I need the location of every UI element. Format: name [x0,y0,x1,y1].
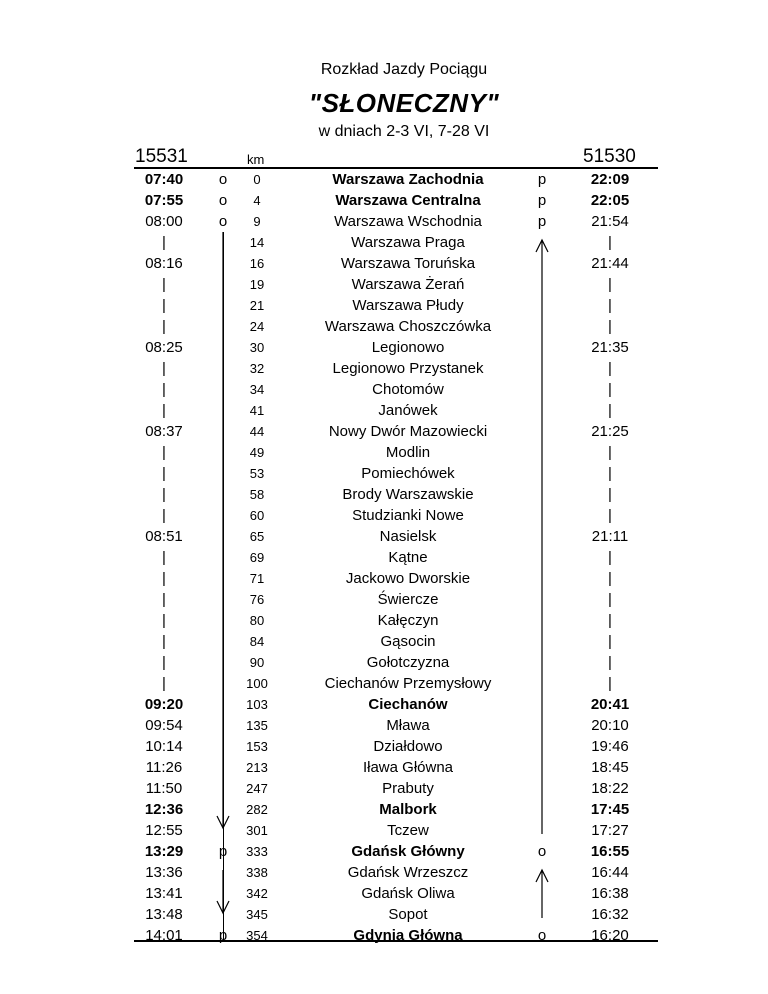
station-name: Studzianki Nowe [352,507,464,524]
train-name: "SŁONECZNY" [308,88,500,118]
km-value: 41 [249,403,265,418]
departure-time-right: | [608,549,612,566]
station-name: Warszawa Płudy [352,297,464,314]
km-value: 32 [249,361,265,376]
stop-mark-right: o [537,843,547,860]
departure-time-left: 09:20 [144,696,184,713]
departure-time-right: | [608,297,612,314]
departure-time-right: 21:44 [591,255,629,272]
km-value: 84 [249,634,265,649]
departure-time-left: 11:50 [145,780,183,797]
arrow-down-icon [217,232,229,828]
station-name: Gdańsk Główny [351,843,465,860]
service-dates: w dniach 2-3 VI, 7-28 VI [318,123,490,140]
station-name: Świercze [377,591,439,608]
departure-time-left: 12:36 [144,801,184,818]
train-number-right: 51530 [583,146,636,167]
departure-time-left: 14:01 [145,927,183,944]
departure-time-right: | [608,402,612,419]
departure-time-right: | [608,591,612,608]
stop-mark-right: p [537,192,547,209]
departure-time-right: | [608,234,612,251]
departure-time-left: 09:54 [145,717,183,734]
departure-time-right: 21:54 [591,213,629,230]
km-value: 49 [249,445,265,460]
departure-time-left: | [162,654,166,671]
station-name: Sopot [388,906,428,923]
km-value: 90 [249,655,265,670]
departure-time-left: | [162,570,166,587]
departure-time-left: 13:36 [145,864,183,881]
km-value: 103 [246,697,268,712]
station-name: Malbork [379,801,437,818]
station-name: Prabuty [382,780,434,797]
departure-time-right: 16:38 [591,885,629,902]
station-name: Gdańsk Oliwa [361,885,455,902]
stop-mark-left: p [218,927,228,944]
departure-time-right: 21:25 [591,423,629,440]
departure-time-right: 16:32 [591,906,629,923]
station-name: Warszawa Choszczówka [324,318,492,335]
departure-time-right: 17:45 [590,801,630,818]
departure-time-right: | [608,570,612,587]
station-name: Warszawa Toruńska [340,255,476,272]
km-value: 14 [249,235,265,250]
km-value: 80 [249,613,265,628]
departure-time-left: 08:25 [145,339,183,356]
station-name: Nowy Dwór Mazowiecki [328,423,488,440]
km-value: 135 [246,718,268,733]
departure-time-left: | [162,444,166,461]
station-name: Gdańsk Wrzeszcz [347,864,469,881]
departure-time-right: 20:10 [591,717,629,734]
departure-time-right: | [608,465,612,482]
km-value: 65 [249,529,265,544]
departure-time-right: 22:09 [590,171,630,188]
departure-time-right: 16:44 [591,864,629,881]
station-name: Ciechanów [368,696,448,713]
arrow-up-icon [536,240,548,834]
km-value: 58 [249,487,265,502]
departure-time-right: 21:11 [591,528,629,545]
station-name: Warszawa Praga [351,234,465,251]
km-value: 342 [246,886,268,901]
departure-time-left: 08:16 [145,255,183,272]
station-name: Chotomów [372,381,444,398]
station-name: Nasielsk [379,528,437,545]
departure-time-right: | [608,633,612,650]
station-name: Mława [386,717,430,734]
stop-mark-right: p [537,171,547,188]
km-value: 30 [249,340,265,355]
station-name: Warszawa Zachodnia [332,171,484,188]
arrow-down-icon [217,870,229,913]
station-name: Kałęczyn [377,612,439,629]
km-value: 16 [249,256,265,271]
station-name: Gołotczyzna [366,654,450,671]
station-name: Janówek [378,402,438,419]
km-value: 301 [246,823,268,838]
station-name: Ciechanów Przemysłowy [324,675,492,692]
km-value: 69 [249,550,265,565]
departure-time-right: 18:45 [591,759,629,776]
departure-time-right: | [608,381,612,398]
station-name: Kątne [388,549,428,566]
departure-time-left: 11:26 [145,759,183,776]
km-value: 333 [246,844,268,859]
departure-time-right: | [608,360,612,377]
stop-mark-left: o [218,171,228,188]
station-name: Legionowo Przystanek [332,360,484,377]
departure-time-right: | [608,486,612,503]
departure-time-right: 19:46 [591,738,629,755]
departure-time-left: | [162,591,166,608]
departure-time-left: | [162,633,166,650]
departure-time-left: 13:29 [144,843,184,860]
station-name: Pomiechówek [361,465,455,482]
departure-time-left: 10:14 [145,738,183,755]
km-value: 76 [249,592,265,607]
stop-mark-left: o [218,192,228,209]
km-value: 71 [249,571,265,586]
stop-mark-right: p [537,213,547,230]
station-name: Tczew [387,822,429,839]
station-name: Warszawa Żerań [351,276,465,293]
train-number-left: 15531 [135,146,188,167]
km-value: 9 [253,214,261,229]
station-name: Działdowo [373,738,443,755]
station-name: Gdynia Główna [353,927,463,944]
stop-mark-left: o [218,213,228,230]
departure-time-left: 07:40 [144,171,184,188]
km-value: 34 [249,382,265,397]
departure-time-left: | [162,234,166,251]
departure-time-left: | [162,318,166,335]
departure-time-left: | [162,549,166,566]
departure-time-left: | [162,486,166,503]
station-name: Legionowo [371,339,445,356]
km-value: 153 [246,739,268,754]
station-name: Modlin [385,444,431,461]
departure-time-left: | [162,612,166,629]
km-value: 345 [246,907,268,922]
departure-time-right: | [608,612,612,629]
departure-time-left: 08:00 [145,213,183,230]
departure-time-right: 22:05 [590,192,630,209]
departure-time-right: | [608,654,612,671]
km-value: 247 [246,781,268,796]
km-value: 21 [249,298,265,313]
km-value: 338 [246,865,268,880]
stop-mark-right: o [537,927,547,944]
departure-time-right: | [608,675,612,692]
departure-time-right: | [608,444,612,461]
departure-time-left: 08:51 [145,528,183,545]
km-value: 354 [246,928,268,943]
km-column-header: km [247,152,265,167]
departure-time-left: 13:41 [145,885,183,902]
station-name: Warszawa Centralna [335,192,481,209]
departure-time-left: 13:48 [145,906,183,923]
departure-time-left: | [162,402,166,419]
departure-time-left: | [162,507,166,524]
departure-time-left: | [162,297,166,314]
departure-time-right: 16:20 [591,927,629,944]
station-name: Gąsocin [380,633,436,650]
km-value: 0 [253,172,261,187]
km-value: 19 [249,277,265,292]
departure-time-right: 21:35 [591,339,629,356]
station-name: Warszawa Wschodnia [334,213,482,230]
km-value: 282 [246,802,268,817]
timetable-title: Rozkład Jazdy Pociągu [320,61,488,78]
departure-time-right: 18:22 [591,780,629,797]
departure-time-right: | [608,276,612,293]
arrow-up-icon [536,870,548,918]
departure-time-left: | [162,360,166,377]
departure-time-left: 12:55 [145,822,183,839]
km-value: 213 [246,760,268,775]
station-name: Jackowo Dworskie [345,570,471,587]
departure-time-left: | [162,381,166,398]
station-name: Iława Główna [362,759,454,776]
station-name: Brody Warszawskie [342,486,474,503]
departure-time-left: | [162,675,166,692]
departure-time-right: 20:41 [590,696,630,713]
km-value: 60 [249,508,265,523]
departure-time-right: 17:27 [591,822,629,839]
departure-time-right: | [608,318,612,335]
km-value: 53 [249,466,265,481]
km-value: 100 [246,676,268,691]
departure-time-left: 08:37 [145,423,183,440]
km-value: 24 [249,319,265,334]
departure-time-right: | [608,507,612,524]
km-value: 4 [253,193,261,208]
km-value: 44 [249,424,265,439]
departure-time-left: | [162,276,166,293]
departure-time-right: 16:55 [590,843,630,860]
departure-time-left: 07:55 [144,192,184,209]
departure-time-left: | [162,465,166,482]
stop-mark-left: p [218,843,228,860]
